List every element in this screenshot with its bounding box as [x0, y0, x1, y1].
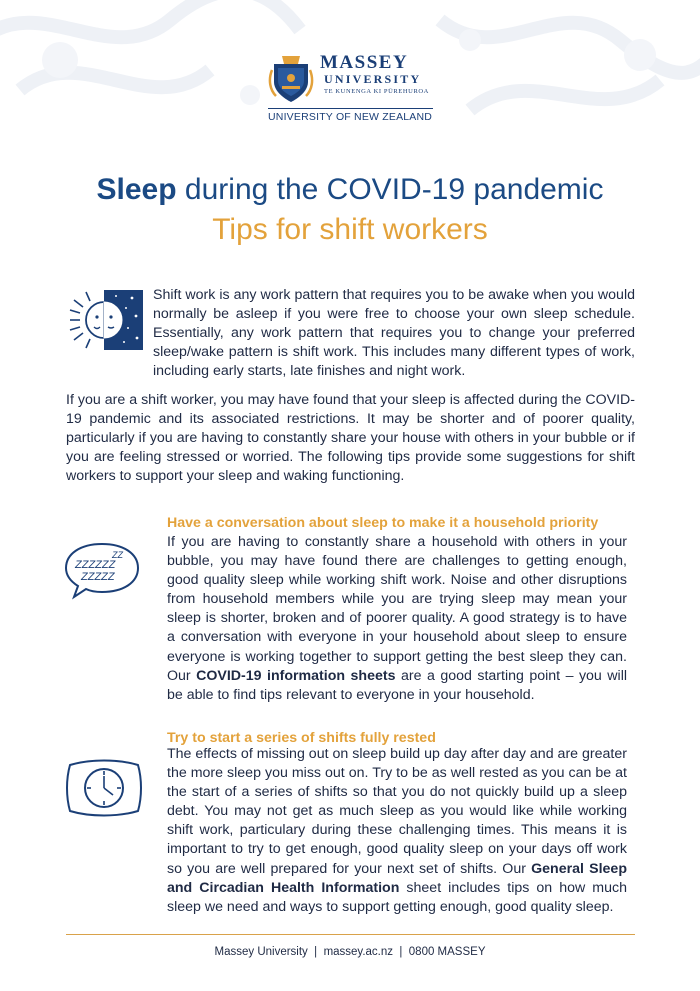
section-2-body-end: sheet includes tips on how much sleep we need and ways to support getting enough, good quality sleep. — [167, 879, 627, 915]
footer-divider — [66, 934, 635, 935]
footer-text: Massey University | massey.ac.nz | 0800 MASSEY — [214, 946, 486, 958]
sun-moon-icon — [66, 290, 143, 350]
clock-pillow-icon — [64, 757, 144, 819]
section-1-body — [167, 533, 627, 705]
section-1-body-end: are a good starting point – you will be able to find tips relevant to everyone in your household. — [167, 667, 627, 703]
shift-worker-paragraph: If you are a shift worker, you may have found that your sleep is affected during the COVID-19 pandemic and its associated restrictions. It may be shorter and of poorer quality, particularly if you are having to constantly share your house with others in your bubble or if you are feeling stressed or worried. The following tips provide some suggestions for shift workers to support your sleep and waking functioning. — [66, 392, 635, 485]
svg-text:ZZZZZ: ZZZZZ — [81, 571, 115, 583]
page-title — [0, 173, 700, 207]
section-1-title: Have a conversation about sleep to make it a household priority — [167, 515, 599, 531]
svg-text:ZZ: ZZ — [112, 550, 123, 560]
zzz-speech-bubble-icon — [62, 540, 142, 600]
section-2-body-start: The effects of missing out on sleep build up day after day and are greater the more sleep you miss out on. Try to be as well rested as you can be at the start of a series of shifts so that you do not quickly build up a sleep debt. You may not get as much sleep as you would like while working shift work, particulary during these challenging times. This means it is important to try to get enough, good quality sleep on your days off work so you are well prepared for your next set of shifts. Our — [167, 746, 627, 877]
logo-tagline: UNIVERSITY OF NEW ZEALAND — [268, 108, 433, 123]
logo-university: UNIVERSITY — [324, 72, 422, 86]
section-1-body-start: If you are having to constantly share a household with others in your bubble, you may have found there are challenges to getting enough, good quality sleep while working shift work. Noise and other disruptions from household members while you are trying sleep may mean your sleep is shorter, broken and of poorer quality. A good strategy is to have a conversation with everyone in your household about sleep to ensure everyone is working together to support getting the best sleep they can. Our — [167, 534, 627, 684]
svg-text:ZZZZZZ: ZZZZZZ — [75, 559, 116, 571]
title-bold: Sleep — [96, 173, 177, 206]
sleep-health-info-link[interactable]: General Sleep and Circadian Health Information — [167, 860, 627, 896]
covid-info-sheets-link[interactable]: COVID-19 information sheets — [196, 667, 396, 684]
section-2-title: Try to start a series of shifts fully rested — [167, 730, 436, 746]
section-2-body — [167, 745, 627, 917]
intro-text: Shift work is any work pattern that requires you to be awake when you would normally be asleep if you were free to choose your own sleep schedule. Essentially, any work pattern that requires you to change your preferred sleep/wake pattern is shift work. This includes many different types of work, including early starts, late finishes and night work. — [153, 287, 635, 380]
logo-maori-name: TE KUNENGA KI PŪREHUROA — [324, 88, 429, 95]
page-subtitle: Tips for shift workers — [212, 213, 488, 246]
logo-name: MASSEY — [320, 52, 409, 73]
university-crest-icon — [268, 50, 314, 106]
title-rest: during the COVID-19 pandemic — [176, 173, 604, 206]
